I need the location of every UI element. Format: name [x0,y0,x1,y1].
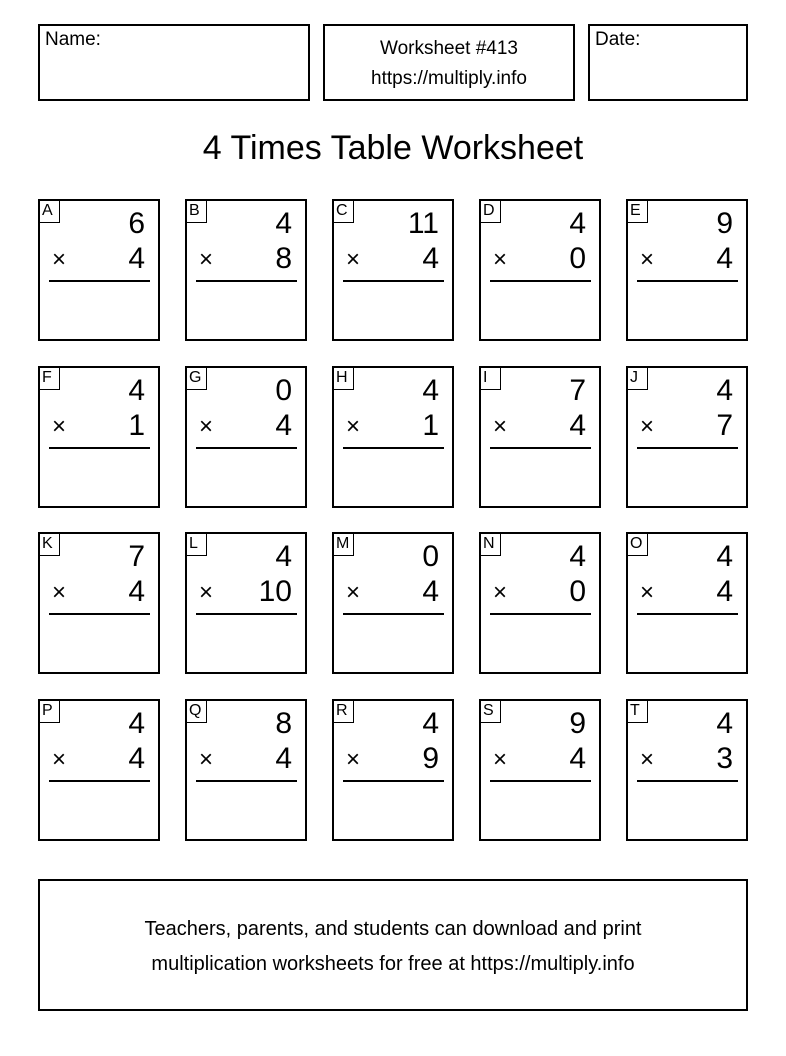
problem-card [479,199,601,341]
answer-area[interactable] [187,783,305,839]
problem-top-number: 0 [422,540,439,573]
problem-letter: S [479,699,501,723]
multiply-symbol: × [640,413,655,440]
answer-line [490,613,591,615]
problem-letter: L [185,532,207,556]
problem-bottom-number: 4 [569,742,586,775]
problem-letter: J [626,366,648,390]
problem-bottom-number: 9 [422,742,439,775]
problem-letter: E [626,199,648,223]
multiply-symbol: × [493,413,508,440]
problem-letter: A [38,199,60,223]
page-title: 4 Times Table Worksheet [202,129,584,167]
problem-letter: H [332,366,354,390]
multiply-symbol: × [52,413,67,440]
problem-card [332,366,454,508]
problem-top-number: 4 [716,707,733,740]
problem-letter: R [332,699,354,723]
problem-card [626,699,748,841]
problem-card [185,699,307,841]
problem-bottom-number: 1 [128,409,145,442]
answer-line [490,447,591,449]
problem-bottom-number: 10 [258,575,292,608]
answer-line [637,280,738,282]
problem-letter: D [479,199,501,223]
answer-line [490,780,591,782]
multiply-symbol: × [52,579,67,606]
answer-line [196,613,297,615]
date-field-box [588,24,748,101]
answer-area[interactable] [481,283,599,339]
answer-area[interactable] [628,616,746,672]
problem-bottom-number: 8 [275,242,292,275]
problem-top-number: 7 [128,540,145,573]
answer-line [196,447,297,449]
problem-bottom-number: 4 [716,242,733,275]
multiply-symbol: × [493,579,508,606]
multiply-symbol: × [346,579,361,606]
answer-area[interactable] [481,450,599,506]
multiply-symbol: × [493,246,508,273]
problem-top-number: 4 [128,374,145,407]
answer-area[interactable] [334,616,452,672]
problem-letter: N [479,532,501,556]
problem-bottom-number: 4 [569,409,586,442]
worksheet-info-box [323,24,575,101]
answer-area[interactable] [334,283,452,339]
answer-line [343,447,444,449]
problem-card [38,199,160,341]
problem-top-number: 9 [569,707,586,740]
answer-area[interactable] [187,283,305,339]
problem-card [479,532,601,674]
answer-area[interactable] [40,783,158,839]
problem-top-number: 4 [716,540,733,573]
multiply-symbol: × [346,746,361,773]
name-label: Name: [45,29,101,50]
answer-line [49,447,150,449]
problem-bottom-number: 4 [128,242,145,275]
worksheet-number: Worksheet #413 [379,38,518,59]
multiply-symbol: × [640,246,655,273]
answer-line [343,613,444,615]
problem-bottom-number: 4 [128,742,145,775]
problem-bottom-number: 7 [716,409,733,442]
answer-area[interactable] [187,450,305,506]
answer-line [49,613,150,615]
problem-letter: T [626,699,648,723]
problem-top-number: 0 [275,374,292,407]
problem-top-number: 4 [569,540,586,573]
problem-top-number: 4 [128,707,145,740]
answer-area[interactable] [334,783,452,839]
problem-bottom-number: 4 [128,575,145,608]
problem-bottom-number: 4 [422,575,439,608]
answer-area[interactable] [334,450,452,506]
problem-card [38,366,160,508]
problem-bottom-number: 4 [275,409,292,442]
problem-bottom-number: 3 [716,742,733,775]
problem-card [626,199,748,341]
problem-card [626,532,748,674]
problem-letter: G [185,366,207,390]
problem-letter: B [185,199,207,223]
problem-card [185,366,307,508]
problem-letter: C [332,199,354,223]
problem-letter: M [332,532,354,556]
problem-card [185,199,307,341]
problem-card [332,199,454,341]
answer-line [343,780,444,782]
answer-area[interactable] [628,283,746,339]
answer-line [49,780,150,782]
answer-area[interactable] [40,450,158,506]
problem-card [332,532,454,674]
multiply-symbol: × [52,246,67,273]
problem-top-number: 4 [422,374,439,407]
problem-card [626,366,748,508]
problem-letter: O [626,532,648,556]
problem-letter: K [38,532,60,556]
problem-top-number: 4 [716,374,733,407]
problem-top-number: 4 [422,707,439,740]
footer-note [38,879,748,1011]
multiply-symbol: × [52,746,67,773]
answer-area[interactable] [628,783,746,839]
problem-top-number: 6 [128,207,145,240]
answer-line [637,613,738,615]
problem-bottom-number: 0 [569,242,586,275]
problem-letter: F [38,366,60,390]
problem-top-number: 4 [275,207,292,240]
problem-top-number: 4 [569,207,586,240]
problem-card [38,532,160,674]
multiply-symbol: × [199,246,214,273]
answer-area[interactable] [187,616,305,672]
answer-area[interactable] [628,450,746,506]
problem-card [38,699,160,841]
answer-area[interactable] [481,783,599,839]
problem-card [332,699,454,841]
answer-area[interactable] [40,616,158,672]
multiply-symbol: × [493,746,508,773]
problem-bottom-number: 4 [716,575,733,608]
answer-line [490,280,591,282]
answer-line [49,280,150,282]
answer-line [196,780,297,782]
problem-card [479,366,601,508]
problem-card [479,699,601,841]
problem-bottom-number: 4 [422,242,439,275]
answer-area[interactable] [40,283,158,339]
problem-letter: Q [185,699,207,723]
multiply-symbol: × [346,246,361,273]
problem-top-number: 4 [275,540,292,573]
multiply-symbol: × [640,579,655,606]
answer-line [637,780,738,782]
problem-top-number: 8 [275,707,292,740]
answer-area[interactable] [481,616,599,672]
answer-line [196,280,297,282]
answer-line [343,280,444,282]
problem-top-number: 11 [407,207,439,240]
multiply-symbol: × [199,579,214,606]
answer-line [637,447,738,449]
problem-bottom-number: 1 [422,409,439,442]
footer-line-1: Teachers, parents, and students can download and print [144,918,642,940]
date-label: Date: [595,29,641,50]
multiply-symbol: × [199,746,214,773]
problem-top-number: 7 [569,374,586,407]
problem-top-number: 9 [716,207,733,240]
multiply-symbol: × [199,413,214,440]
footer-line-2: multiplication worksheets for free at https://multiply.info [151,953,635,975]
multiply-symbol: × [346,413,361,440]
problem-bottom-number: 0 [569,575,586,608]
multiply-symbol: × [640,746,655,773]
problem-card [185,532,307,674]
problem-letter: P [38,699,60,723]
problem-bottom-number: 4 [275,742,292,775]
website-link[interactable]: https://multiply.info [371,68,527,89]
name-field-box [38,24,310,101]
problem-letter: I [479,366,501,390]
